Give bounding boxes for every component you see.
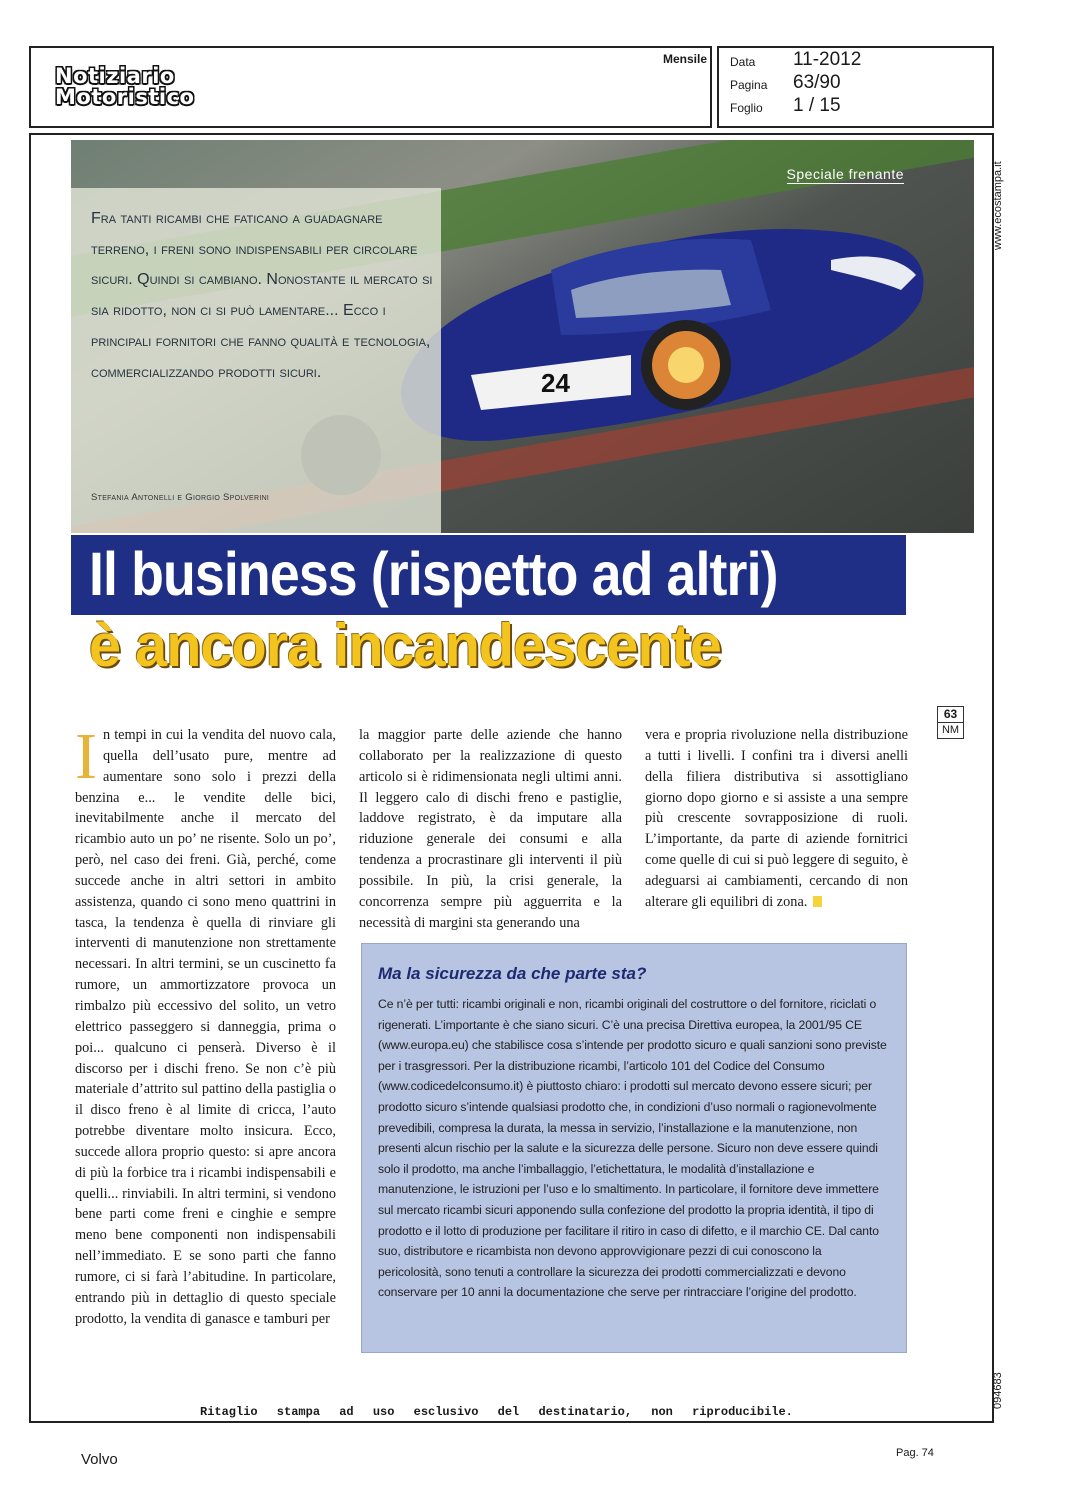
- hero-image: [71, 140, 974, 533]
- foglio-label: Foglio: [730, 101, 763, 115]
- clipping-notice: Ritaglio stampa ad uso esclusivo del destinatario, non riproducibile.: [200, 1405, 793, 1419]
- headline-line-2: è ancora incandescente: [89, 612, 721, 679]
- page-badge: [937, 706, 964, 739]
- pagina-value: 63/90: [793, 72, 841, 93]
- column-3-text: vera e propria rivoluzione nella distribuzione a tutti i livelli. I confini tra i diversi anelli della filiera distributiva si assottigliano giorno dopo giorno e si assiste a una sempre più crescente sovrapposizione di ruoli. L’importante, da parte di aziende fornitrici come quelle di cui si può leggere di seguito, è adeguarsi ai cambiamenti, cercando di non alterare gli equilibri di zona.: [645, 727, 908, 910]
- frequency-label: Mensile: [662, 52, 707, 66]
- box-text: Ce n’è per tutti: ricambi originali e non, ricambi originali del costruttore o del fornitore, riciclati o rigenerati. L’importante è che siano sicuri. C’è una precisa Direttiva europea, la 2001/95 CE (www.europa.eu) che stabilisce cosa s’intende per prodotto sicuro e quali sanzioni sono previste per i trasgressori. Per la distribuzione ricambi, l’articolo 101 del Codice del Consumo (www.codicedelconsumo.it) è piuttosto chiaro: i prodotti sul mercato devono essere sicuri; per prodotto sicuro s’intende qualsiasi prodotto che, in condizioni d’uso normali o ragionevolmente prevedibili, compresa la durata, la messa in servizio, l’installazione e la manutenzione, non presenti alcun rischio per la salute e la sicurezza delle persone. Sicuro non deve essere quindi solo il prodotto, ma anche l’imballaggio, l’etichettatura, le modalità d’installazione e manutenzione, le istruzioni per l’uso e lo smaltimento. In particolare, il fornitore deve immettere sul mercato ricambi sicuri apponendo sulla confezione del prodotto la propria identità, il tipo di prodotto e il lotto di produzione per facilitare il ritiro in caso di difetto, e il marchio CE. Dal canto suo, distributore e ricambista non devono approvvigionare pezzi di cui conoscono la pericolosità, sono tenuti a controllare la sicurezza dei prodotti commercializzati e devono conservare per 10 anni la documentazione che serve per rintracciare l’origine del prodotto.: [378, 997, 887, 1300]
- side-code: [990, 1365, 1014, 1409]
- box-title: Ma la sicurezza da che parte sta?: [378, 964, 647, 983]
- logo-line-2: Motoristico: [55, 85, 195, 109]
- data-value: 11-2012: [793, 49, 862, 70]
- section-label: Speciale frenante: [786, 166, 904, 182]
- page-badge-number: 63: [938, 707, 963, 723]
- publication-logo: [55, 66, 194, 108]
- page-number: Pag. 74: [896, 1447, 934, 1459]
- authors: Stefania Antonelli e Giorgio Spolverini: [91, 492, 270, 503]
- drop-cap: I: [75, 720, 97, 793]
- side-code-text: 094683: [992, 1372, 1004, 1409]
- logo-line-1: Notiziario: [55, 64, 175, 88]
- article-column-1: [75, 720, 336, 1329]
- article-column-3: [645, 725, 908, 913]
- car-number: 24: [541, 368, 570, 398]
- safety-box: [361, 943, 907, 1353]
- headline-line-1: Il business (rispetto ad altri): [89, 540, 778, 608]
- column-1-text: n tempi in cui la vendita del nuovo cala, quella dell’usato pure, mentre ad aumentare sono solo i prezzi della benzina e... le vendite delle bici, inevitabilmente anche il mercato del ricambio auto un po’ ne risente. Solo un po’, però, nel caso dei freni. Già, perché, come succede anche in altri settori in ambito assistenza, quando ci sono meno quattrini in tasca, la tendenza è quella di rinviare gli interventi di manutenzione non strettamente necessari. In altri termini, se un cuscinetto fa rumore, un ammortizzatore provoca un rimbalzo più eccessivo del solito, un vetro elettrico passeggero si danneggia, prima o poi... qualcuno ci penserà. Diverso è il discorso per i dischi freno. Se non c’è più materiale d’attrito sul pattino della pastiglia o il disco freno è al limite di cricca, l’auto potrebbe diventare molto insicura. Ecco, succede allora proprio questo: si apre ancora di più la forbice tra i ricambi indispensabili e quelli... rinviabili. In altri termini, si vendono bene parti come freni e cinghie e sempre meno bene componenti non indispensabili nell’immediato. E se sono parti che fanno rumore, ci si farà l’abitudine. In particolare, entrando più in dettaglio di questo speciale prodotto, la vendita di ganasce e tamburi per: [75, 727, 336, 1327]
- intro-text: Fra tanti ricambi che faticano a guadagnare terreno, i freni sono indispensabili per circolare sicuri. Quindi si cambiano. Nonostante il mercato si sia ridotto, non ci si può lamentare... Ecco i principali fornitori che fanno qualità e tecnologia, commercializzando prodotti sicuri.: [91, 210, 433, 381]
- data-label: Data: [730, 55, 756, 69]
- side-url-text: www.ecostampa.it: [992, 161, 1004, 250]
- end-mark: [813, 896, 822, 907]
- pagina-label: Pagina: [730, 78, 768, 92]
- article-column-2: la maggior parte delle aziende che hanno collaborato per la realizzazione di questo articolo si è ridimensionata negli ultimi anni. Il leggero calo di dischi freno e pastiglie, laddove registrato, è da imputare alla riduzione generale dei consumi e alla tendenza a procrastinare gli interventi il più possibile. In più, la crisi generale, la concorrenza sempre più agguerrita e la necessità di margini sta generando una: [359, 727, 622, 931]
- side-url: [990, 150, 1014, 250]
- page-badge-code: NM: [941, 724, 960, 736]
- client-name: Volvo: [81, 1451, 118, 1468]
- foglio-value: 1 / 15: [793, 95, 841, 116]
